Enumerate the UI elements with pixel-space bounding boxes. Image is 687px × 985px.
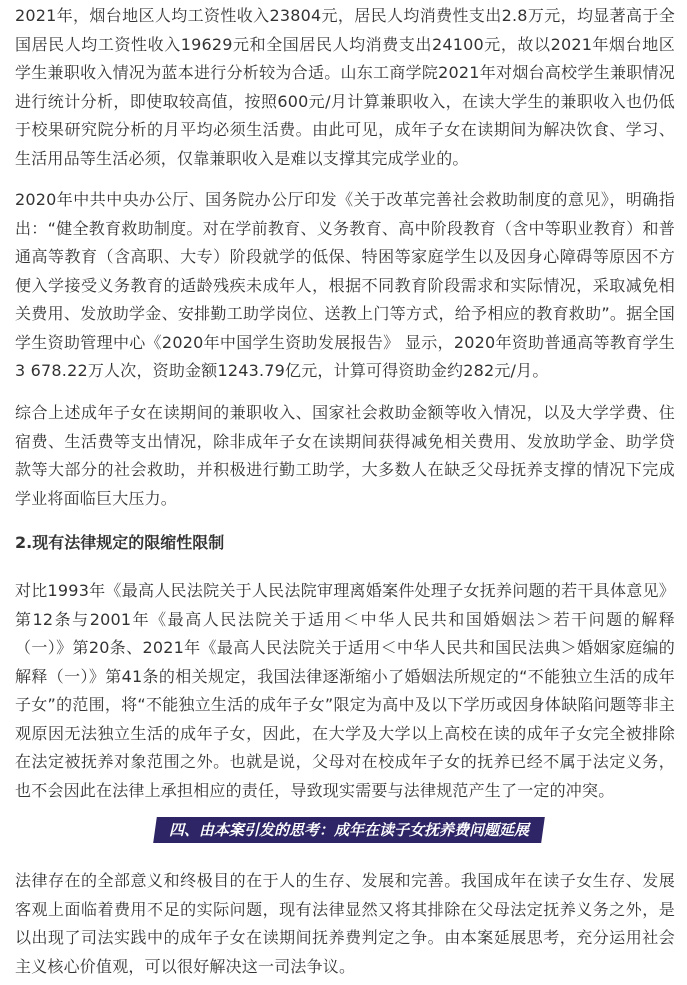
paragraph-conclusion: 法律存在的全部意义和终极目的在于人的生存、发展和完善。我国成年在读子女生存、发展客观上面临着费用不足的实际问题，现有法律显然又将其排除在父母法定抚养义务之外，是以出现了司法实践中的成年子女在读期间抚养费判定之争。由本案延展思考，充分运用社会主义核心价值观，可以很好解决这一司法争议。 (15, 871, 675, 976)
section-heading-legal-limits: 2.现有法律规定的限缩性限制 (15, 533, 225, 552)
paragraph-legal-comparison: 对比1993年《最高人民法院关于人民法院审理离婚案件处理子女抚养问题的若干具体意见》第12条与2001年《最高人民法院关于适用＜中华人民共和国婚姻法＞若干问题的解释（一）》第20条、2021年《最高人民法院关于适用＜中华人民共和国民法典＞婚姻家庭编的解释（一）》第41条的相关规定，我国法律逐渐缩小了婚姻法所规定的“不能独立生活的成年子女”的范围，将“不能独立生活的成年子女”限定为高中及以下学历或因身体缺陷问题等非主观原因无法独立生活的成年子女，因此，在大学及大学以上高校在读的成年子女完全被排除在法定被抚养对象范围之外。也就是说，父母对在校成年子女的抚养已经不属于法定义务，也不会因此在法律上承担相应的责任，导致现实需要与法律规范产生了一定的冲突。 (15, 581, 675, 800)
paragraph-summary: 综合上述成年子女在读期间的兼职收入、国家社会救助金额等收入情况，以及大学学费、住宿费、生活费等支出情况，除非成年子女在读期间获得减免相关费用、发放助学金、助学贷款等大部分的社会救助，并积极进行勤工助学，大多数人在缺乏父母抚养支撑的情况下完成学业将面临巨大压力。 (15, 403, 675, 508)
paragraph-income-analysis: 2021年，烟台地区人均工资性收入23804元，居民人均消费性支出2.8万元，均显著高于全国居民人均工资性收入19629元和全国居民人均消费支出24100元，故以2021年烟台地区学生兼职收入情况为蓝本进行分析较为合适。山东工商学院2021年对烟台高校学生兼职情况进行统计分析，即使取较高值，按照600元/月计算兼职收入，在读大学生的兼职收入也仍低于校果研究院分析的月平均必须生活费。由此可见，成年子女在读期间为解决饮食、学习、生活用品等生活必须，仅靠兼职收入是难以支撑其完成学业的。 (15, 6, 675, 168)
paragraph-social-assistance: 2020年中共中央办公厅、国务院办公厅印发《关于改革完善社会救助制度的意见》，明确指出：“健全教育救助制度。对在学前教育、义务教育、高中阶段教育（含中等职业教育）和普通高等教育（含高职、大专）阶段就学的低保、特困等家庭学生以及因身心障碍等原因不方便入学接受义务教育的适龄残疾未成年人，根据不同教育阶段需求和实际情况，采取减免相关费用、发放助学金、安排勤工助学岗位、送教上门等方式，给予相应的教育救助”。据全国学生资助管理中心《2020年中国学生资助发展报告》 显示，2020年资助普通高等教育学生3 678.22万人次，资助金额1243.79亿元，计算可得资助金约282元/月。 (15, 190, 675, 380)
section-banner-text: 四、由本案引发的思考：成年在读子女抚养费问题延展 (169, 821, 530, 839)
section-banner-reflection (153, 817, 545, 843)
